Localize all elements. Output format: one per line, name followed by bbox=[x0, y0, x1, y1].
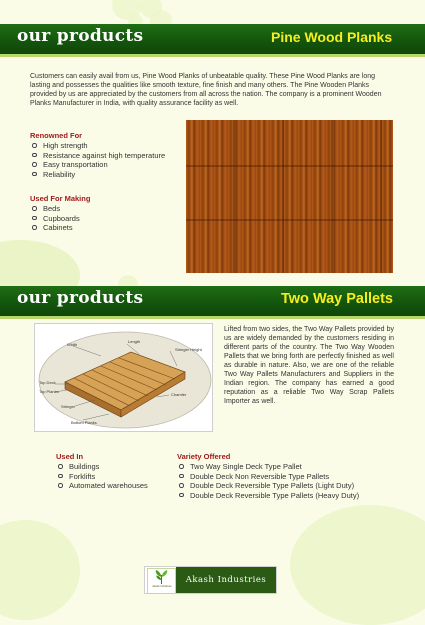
bubble-decoration bbox=[290, 505, 425, 625]
product-title: Pine Wood Planks bbox=[271, 29, 393, 45]
list-item: Automated warehouses bbox=[56, 481, 148, 491]
logo-tagline: Akash Industries bbox=[152, 585, 172, 588]
label-stringer: Stringer bbox=[61, 404, 76, 409]
list-item: Resistance against high temperature bbox=[30, 151, 165, 161]
used-for-list bbox=[30, 204, 80, 233]
renowned-list bbox=[30, 141, 165, 179]
label-chamfer: Chamfer bbox=[171, 392, 187, 397]
list-item: Buildings bbox=[56, 462, 148, 472]
variety-heading: Variety Offered bbox=[177, 452, 231, 461]
pallet-diagram bbox=[34, 323, 213, 432]
label-stringer-height: Stringer Height bbox=[175, 347, 202, 352]
used-for-heading: Used For Making bbox=[30, 194, 91, 203]
pine-wood-planks-image bbox=[186, 120, 393, 273]
list-item: Double Deck Non Reversible Type Pallets bbox=[177, 472, 359, 482]
bubble-decoration bbox=[0, 520, 80, 620]
section-header-band bbox=[0, 286, 425, 319]
list-item: Forklifts bbox=[56, 472, 148, 482]
label-top-deck: Top Deck bbox=[39, 380, 56, 385]
section-band-title: our products bbox=[17, 26, 144, 46]
section-header-band bbox=[0, 24, 425, 57]
product-title: Two Way Pallets bbox=[281, 291, 393, 307]
variety-list bbox=[177, 462, 359, 500]
list-item: Cabinets bbox=[30, 223, 80, 233]
used-in-heading: Used In bbox=[56, 452, 84, 461]
company-footer bbox=[144, 566, 277, 594]
section-band-title: our products bbox=[17, 288, 144, 308]
label-width: Width bbox=[67, 342, 78, 347]
list-item: Double Deck Reversible Type Pallets (Heavy Duty) bbox=[177, 491, 359, 501]
list-item: Two Way Single Deck Type Pallet bbox=[177, 462, 359, 472]
label-length: Length bbox=[128, 339, 141, 344]
label-bottom-planks: Bottom Planks bbox=[71, 420, 97, 425]
list-item: Easy transportation bbox=[30, 160, 165, 170]
list-item: Cupboards bbox=[30, 214, 80, 224]
pallet-drawing bbox=[35, 324, 212, 431]
used-in-list bbox=[56, 462, 148, 491]
product-description: Lifted from two sides, the Two Way Pallets provided by us are widely demanded by the customers residing in different parts of the country. The Two Way Wooden Pallets that we bring forth are perfectly finished as well as durable in nature. Also, we are one of the reliable Two Way Pallets Manufacturers and Suppliers in the Indian region. The company has earned a good reputation as a reliable Two Way Scrap Pallets Importer as well. bbox=[224, 326, 394, 405]
list-item: Double Deck Reversible Type Pallets (Light Duty) bbox=[177, 481, 359, 491]
list-item: Beds bbox=[30, 204, 80, 214]
list-item: Reliability bbox=[30, 170, 165, 180]
leaf-icon bbox=[148, 569, 175, 585]
label-top-planks: Top Planks bbox=[39, 389, 59, 394]
list-item: High strength bbox=[30, 141, 165, 151]
product-description: Customers can easily avail from us, Pine Wood Planks of unbeatable quality. These Pine Wood Planks are long lasting and possesses the qualities like smooth texture, fine finish and many others. The Pine Wooden Planks provided by us are appreciated by the customers from all across the nation. The company is a prominent Wooden Planks Manufacturer in India, with quality assurance facility as well. bbox=[30, 73, 382, 107]
renowned-heading: Renowned For bbox=[30, 131, 83, 140]
company-name: Akash Industries bbox=[176, 567, 276, 593]
company-logo bbox=[147, 568, 176, 594]
